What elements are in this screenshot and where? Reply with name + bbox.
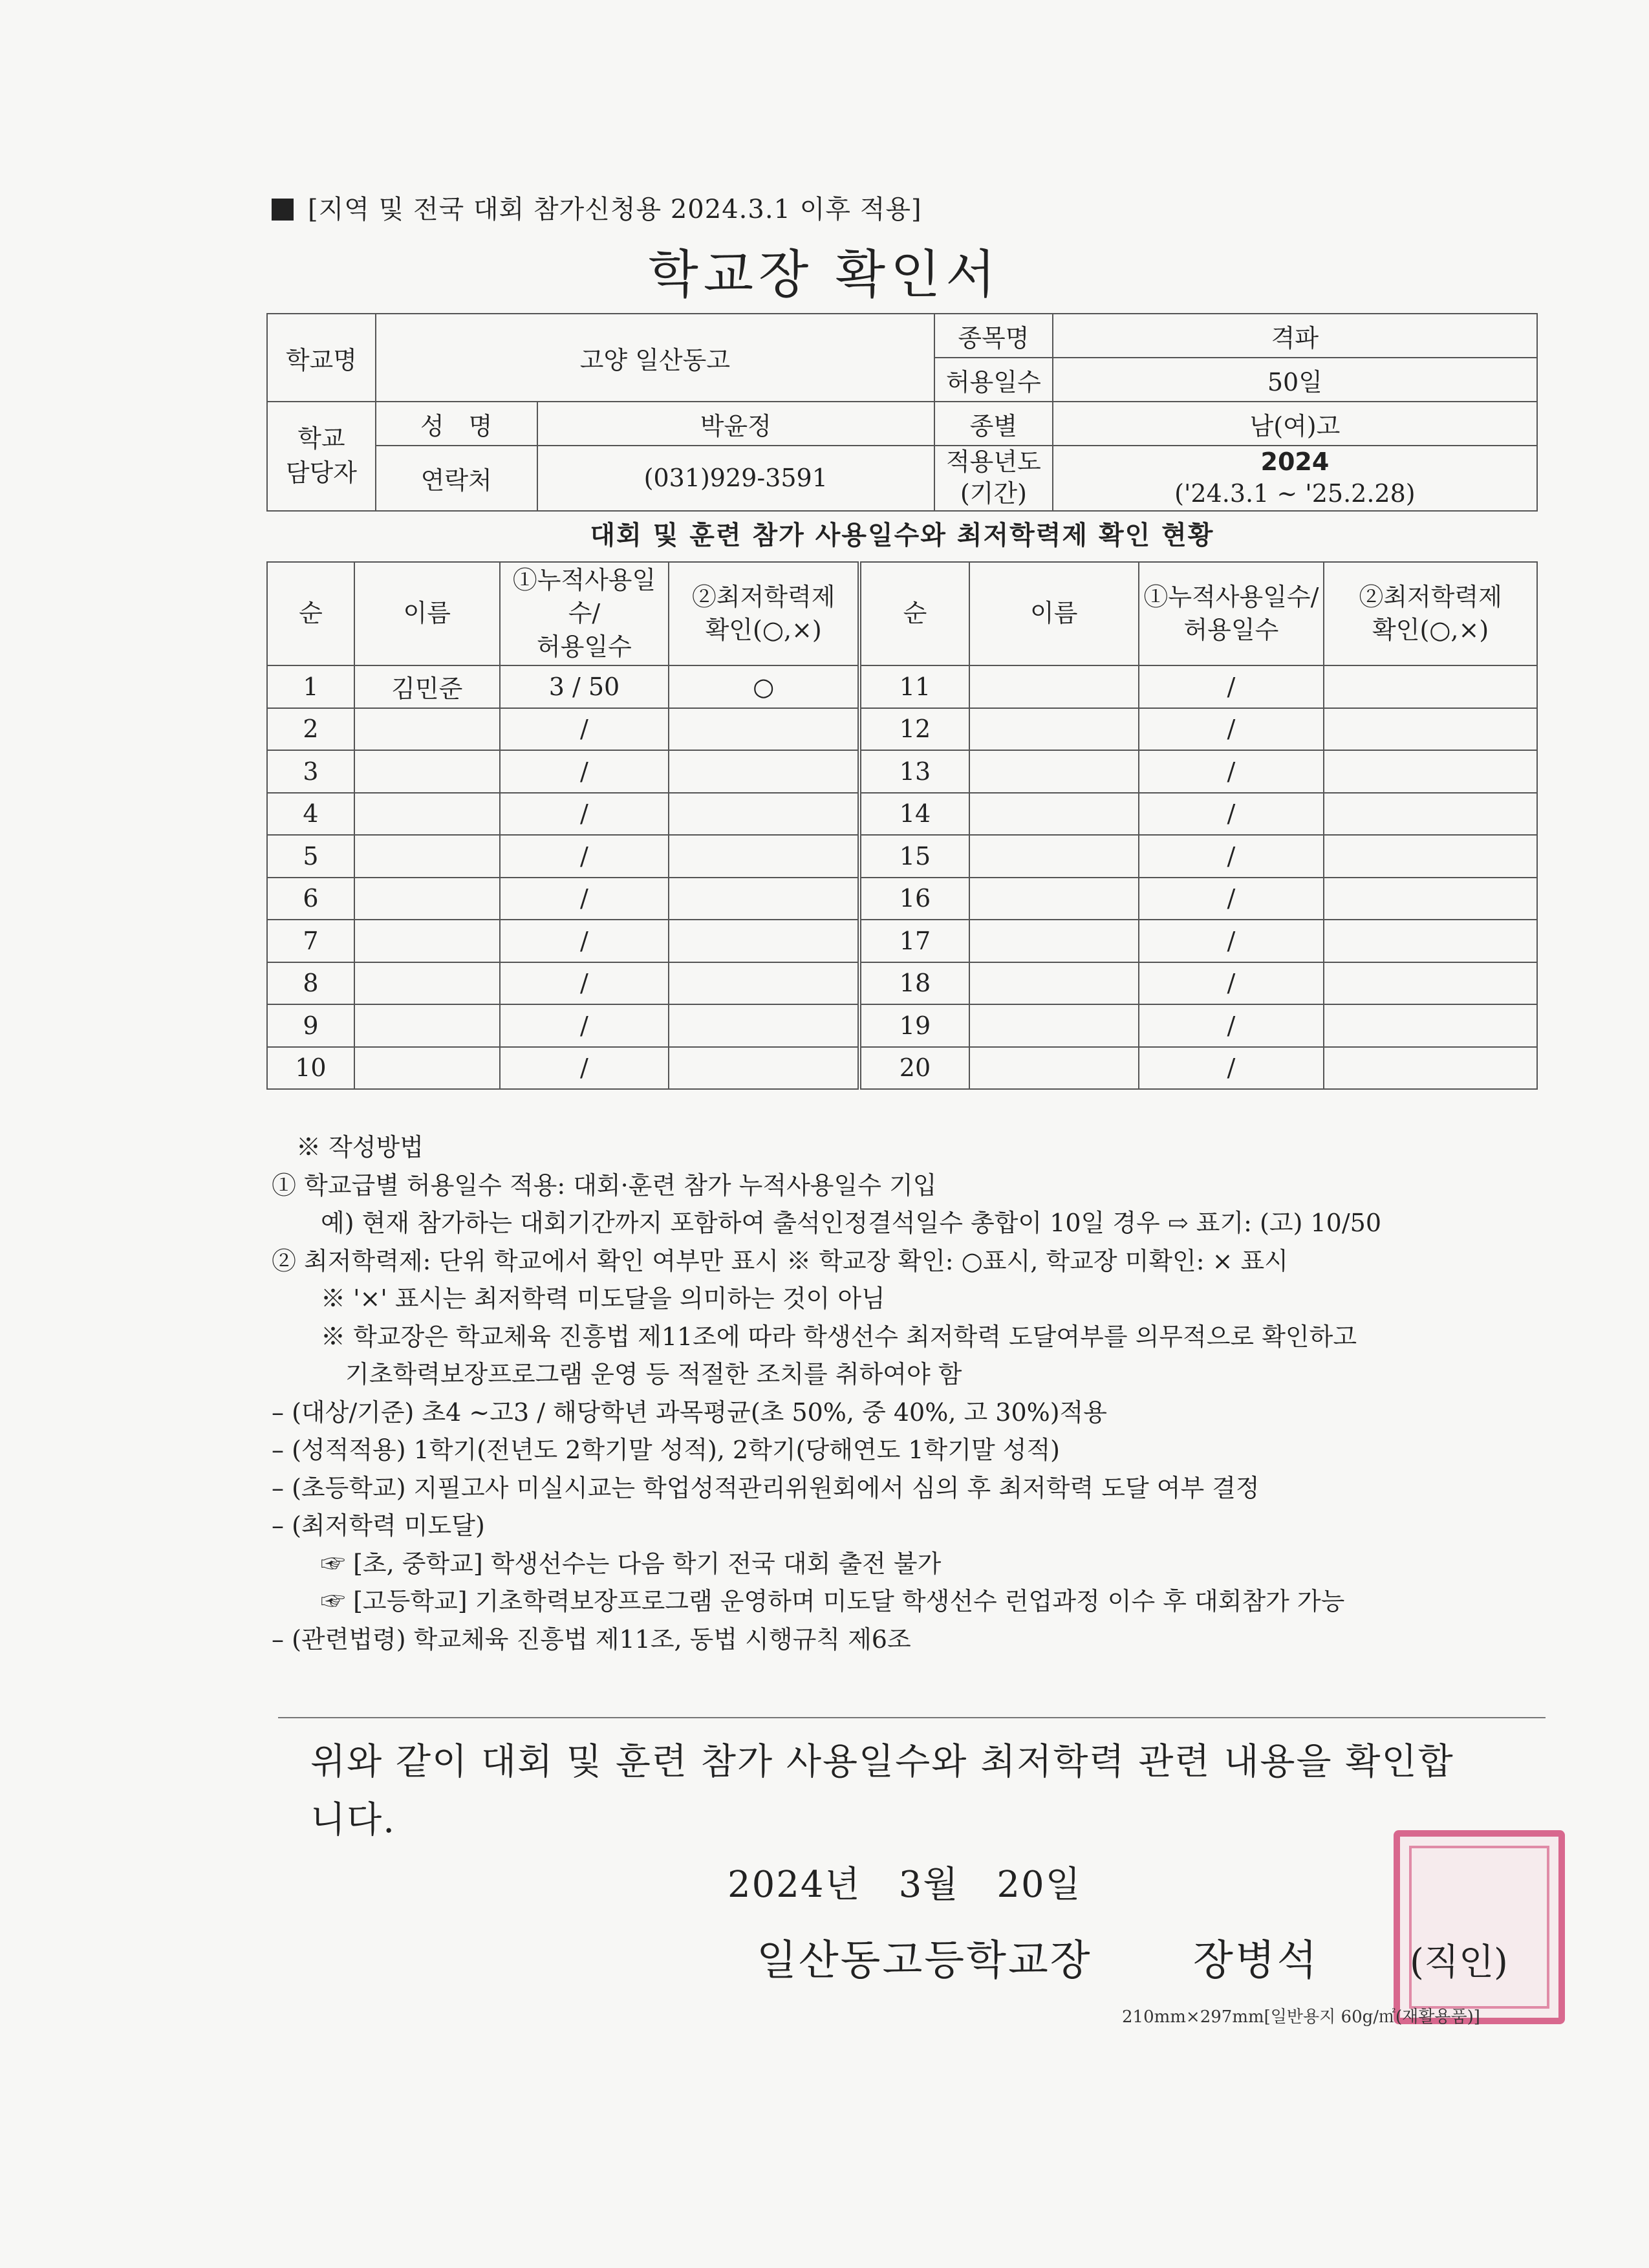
table-row [267,878,1537,920]
cell-left-check [669,962,859,1005]
cell-right-name [969,1004,1139,1047]
cell-right-check [1324,1047,1537,1090]
cell-right-days: / [1139,665,1324,708]
cell-left-check [669,920,859,962]
roster-header-row [267,562,1537,665]
guide-line: ※ 학교장은 학교체육 진흥법 제11조에 따라 학생선수 최저학력 도달여부를 의무적으로 확인하고 [272,1322,1357,1351]
table-row [267,708,1537,751]
header-note [272,189,922,226]
info-table [266,313,1538,512]
year-value-year: 2024 [1260,448,1330,476]
cell-left-days: / [500,878,669,920]
cell-right-check [1324,750,1537,793]
guide-line: – (성적적용) 1학기(전년도 2학기말 성적), 2학기(당해연도 1학기말 성적) [272,1436,1060,1464]
guide-line: – (초등학교) 지필고사 미실시교는 학업성적관리위원회에서 심의 후 최저학력 도달 여부 결정 [272,1473,1260,1502]
cell-right-no: 15 [859,835,969,878]
cell-left-no: 9 [267,1004,354,1047]
cell-right-no: 12 [859,708,969,751]
cell-right-name [969,1047,1139,1090]
cell-right-name [969,878,1139,920]
cell-right-no: 19 [859,1004,969,1047]
year-label-line1: 적용년도 [945,448,1041,476]
header-no-right: 순 [859,562,969,665]
cell-left-no: 7 [267,920,354,962]
black-square-icon [272,199,294,221]
table-row [267,920,1537,962]
guide-line: – (최저학력 미도달) [272,1511,485,1540]
cell-left-name: 김민준 [354,665,500,708]
cell-right-name [969,708,1139,751]
cell-left-name [354,1004,500,1047]
guide-line: 예) 현재 참가하는 대회기간까지 포함하여 출석인정결석일수 총합이 10일 경우 ⇨ 표기: (고) 10/50 [272,1209,1382,1237]
cell-left-check: ○ [669,665,859,708]
cell-left-no: 2 [267,708,354,751]
cell-right-check [1324,962,1537,1005]
roster-table [266,561,1538,1090]
year-label [934,446,1053,511]
cell-right-check [1324,708,1537,751]
signer-organization: 일산동고등학교장 [757,1937,1092,1985]
cell-left-no: 10 [267,1047,354,1090]
manager-label-line2: 담당자 [285,459,357,488]
cell-left-check [669,750,859,793]
guide-line: ① 학교급별 허용일수 적용: 대회·훈련 참가 누적사용일수 기입 [272,1171,937,1200]
cell-left-name [354,793,500,836]
cell-left-no: 4 [267,793,354,836]
cell-right-days: / [1139,962,1324,1005]
cell-left-check [669,1004,859,1047]
cell-right-name [969,750,1139,793]
cell-left-name [354,750,500,793]
table-row [267,1047,1537,1090]
guide-line: – (관련법령) 학교체육 진흥법 제11조, 동법 시행규칙 제6조 [272,1625,911,1654]
cell-left-no: 1 [267,665,354,708]
year-label-line2: (기간) [960,479,1027,508]
contact-label: 연락처 [376,446,537,511]
cell-right-no: 14 [859,793,969,836]
header-note-text: [지역 및 전국 대회 참가신청용 2024.3.1 이후 적용] [308,195,922,224]
sport-value: 격파 [1053,314,1537,358]
header-name-right: 이름 [969,562,1139,665]
header-check-right [1324,562,1537,665]
school-value: 고양 일산동고 [376,314,934,402]
header-check [669,562,859,665]
cell-right-days: / [1139,920,1324,962]
cell-left-no: 5 [267,835,354,878]
cell-right-check [1324,1004,1537,1047]
allowed-days-label: 허용일수 [934,358,1053,402]
sport-label: 종목명 [934,314,1053,358]
cell-left-days: / [500,835,669,878]
cell-right-no: 16 [859,878,969,920]
guide-line: 기초학력보장프로그램 운영 등 적절한 조치를 취하여야 함 [272,1360,962,1388]
header-days [500,562,669,665]
page-title: 학교장 확인서 [648,244,1001,305]
cell-left-check [669,878,859,920]
guide-line: ☞ [초, 중학교] 학생선수는 다음 학기 전국 대회 출전 불가 [272,1549,942,1578]
guide-line: – (대상/기준) 초4 ~고3 / 해당학년 과목평균(초 50%, 중 40%, 고 30%)적용 [272,1398,1107,1427]
name-label: 성 명 [376,402,537,446]
cell-right-no: 11 [859,665,969,708]
header-days-line1: ①누적사용일수/ [512,566,656,628]
cell-right-no: 18 [859,962,969,1005]
cell-left-days: / [500,1047,669,1090]
paper-spec: 210mm×297mm[일반용지 60g/㎡(재활용품)] [1122,2007,1480,2027]
roster-body [267,562,1537,1089]
cell-right-days: / [1139,1047,1324,1090]
cell-right-check [1324,665,1537,708]
header-check-line1: ②최저학력제 [691,582,835,611]
cell-right-check [1324,793,1537,836]
cell-left-name [354,878,500,920]
cell-left-name [354,962,500,1005]
cell-left-name [354,920,500,962]
cell-right-no: 20 [859,1047,969,1090]
category-label: 종별 [934,402,1053,446]
cell-right-name [969,793,1139,836]
table-row [267,665,1537,708]
header-days-right [1139,562,1324,665]
name-value: 박윤정 [537,402,934,446]
cell-right-days: / [1139,1004,1324,1047]
cell-left-days: / [500,793,669,836]
cell-left-check [669,708,859,751]
contact-value: (031)929-3591 [537,446,934,511]
cell-left-days: / [500,750,669,793]
cell-right-name [969,920,1139,962]
cell-right-name [969,665,1139,708]
header-name: 이름 [354,562,500,665]
writing-guide [272,1129,1552,1658]
cell-left-days: / [500,962,669,1005]
signer-name: 장병석 [1193,1937,1319,1985]
table-row [267,835,1537,878]
cell-right-no: 17 [859,920,969,962]
cell-left-days: 3 / 50 [500,665,669,708]
header-check-right-line1: ②최저학력제 [1359,582,1502,611]
guide-line: ② 최저학력제: 단위 학교에서 확인 여부만 표시 ※ 학교장 확인: ○표시, 학교장 미확인: × 표시 [272,1246,1288,1275]
table-row [267,962,1537,1005]
cell-left-name [354,1047,500,1090]
manager-label-line1: 학교 [297,424,345,453]
cell-right-days: / [1139,793,1324,836]
cell-left-days: / [500,1004,669,1047]
official-seal-stamp [1394,1830,1565,2024]
cell-left-days: / [500,920,669,962]
table-row [267,793,1537,836]
allowed-days-value: 50일 [1053,358,1537,402]
cell-right-check [1324,920,1537,962]
cell-right-no: 13 [859,750,969,793]
cell-left-name [354,708,500,751]
seal-mark: (직인) [1410,1941,1508,1983]
category-value: 남(여)고 [1053,402,1537,446]
header-days-right-line2: 허용일수 [1183,616,1279,644]
cell-right-check [1324,878,1537,920]
status-title: 대회 및 훈련 참가 사용일수와 최저학력제 확인 현황 [590,520,1214,550]
cell-right-check [1324,835,1537,878]
cell-right-days: / [1139,708,1324,751]
cell-right-name [969,835,1139,878]
table-row [267,1004,1537,1047]
year-value [1053,446,1537,511]
guide-line: ☞ [고등학교] 기초학력보장프로그램 운영하며 미도달 학생선수 런업과정 이수 후 대회참가 가능 [272,1587,1345,1615]
cell-left-no: 3 [267,750,354,793]
guide-line: ※ '×' 표시는 최저학력 미도달을 의미하는 것이 아님 [272,1284,885,1313]
header-check-line2: 확인(○,×) [705,616,822,644]
year-value-period: ('24.3.1 ~ '25.2.28) [1174,479,1416,508]
cell-left-name [354,835,500,878]
school-label: 학교명 [267,314,376,402]
cell-left-no: 6 [267,878,354,920]
cell-left-check [669,793,859,836]
table-row [267,750,1537,793]
header-days-line2: 허용일수 [537,632,632,661]
issue-date: 2024년 3월 20일 [727,1864,1082,1906]
header-check-right-line2: 확인(○,×) [1372,616,1489,644]
header-days-right-line1: ①누적사용일수/ [1143,582,1319,611]
cell-right-name [969,962,1139,1005]
cell-left-days: / [500,708,669,751]
divider [278,1717,1546,1718]
cell-right-days: / [1139,750,1324,793]
header-no: 순 [267,562,354,665]
guide-line: ※ 작성방법 [272,1133,424,1161]
confirm-statement-line1: 위와 같이 대회 및 훈련 참가 사용일수와 최저학력 관련 내용을 확인합 [310,1741,1454,1783]
manager-label [267,402,376,511]
confirm-statement-line2: 니다. [310,1799,396,1841]
cell-right-days: / [1139,878,1324,920]
cell-left-check [669,1047,859,1090]
cell-left-check [669,835,859,878]
cell-right-days: / [1139,835,1324,878]
cell-left-no: 8 [267,962,354,1005]
